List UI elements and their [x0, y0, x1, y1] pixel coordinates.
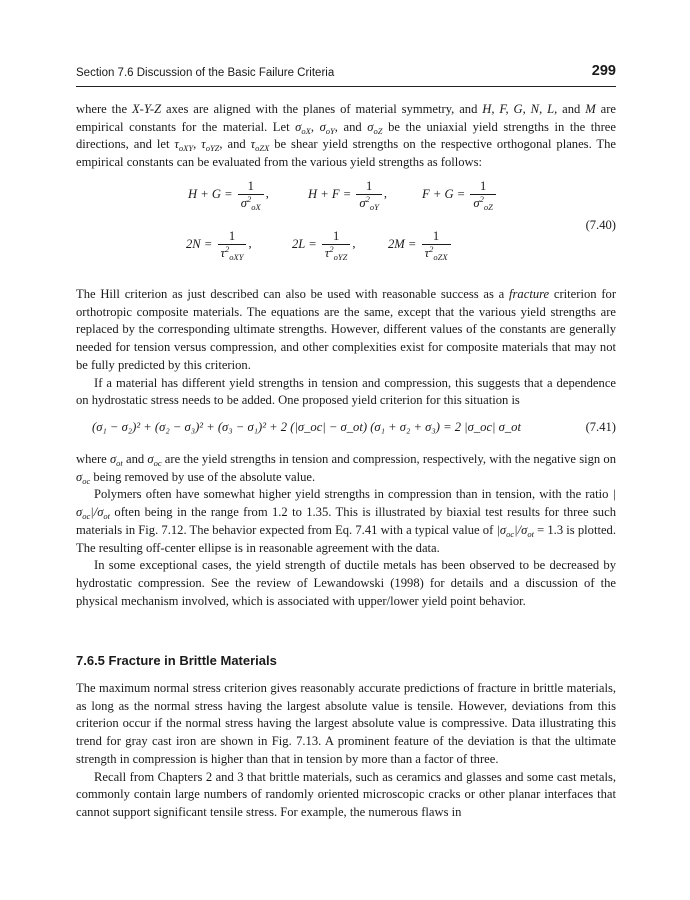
eq-h-plus-f: H + F = $\frac{1}{\sigma^2_{oY}}$ , — [308, 179, 387, 212]
paragraph-max-normal-stress: The maximum normal stress criterion gives reasonably accurate predictions of fracture in brittle materials, as long as the normal stress having the largest absolute value is tensile. However, deviations from this criterion occur if the normal stress having the largest absolute value is compressive. Data illustrating this trend for gray cast iron are shown in Fig. 7.13. A prominent feature of the deviation is that the ultimate strength in compression is higher than that in tension by more than a factor of three. — [76, 681, 616, 766]
subsection-heading: 7.6.5 Fracture in Brittle Materials — [76, 653, 277, 668]
section-label: Section 7.6 Discussion of the Basic Failure Criteria — [76, 67, 335, 79]
paragraph-intro: where the X-Y-Z axes are aligned with the planes of material symmetry, and H, F, G, N, L, and M are empirical constants for the material. Let $\sigma_{oX}$, $\sigma_{oY}$, and $\sigma_{oZ}$ be the uniaxial yield strengths in the three directions, and let $\tau_{oXY}$, $\tau_{oYZ}$, and $\tau_{oZX}$ be shear yield strengths on the respective orthogonal planes. The empirical constants can be evaluated from the various yield strengths as follows: — [76, 102, 617, 170]
equation-7-40 — [76, 178, 616, 278]
page-number: 299 — [591, 63, 616, 79]
equation-number-7-41: (7.41) — [585, 420, 616, 434]
paragraph-exceptional-cases: In some exceptional cases, the yield strength of ductile metals has been observed to be decreased by hydrostatic compression. See the review of Lewandowski (1998) for details and a discussion of the physical mechanism involved, which is associated with upper/lower yield point behavior. — [76, 558, 616, 608]
paragraph-hill-criterion: The Hill criterion as just described can also be used with reasonable success as a fracture criterion for orthotropic composite materials. The equations are the same, except that the various yield strengths are replaced by the corresponding ultimate strengths. However, different values of the constants are generally needed for tension versus compression, and other complexities exist for composite materials that may not be fully predicted by this criterion. If a material has different yield strengths in tension and compression, this suggests that a dependence on hydrostatic stress needs to be added. One proposed yield criterion for this situation is — [76, 286, 616, 410]
eq-2l: 2L = $\frac{1}{\tau^2_{oYZ}}$ , — [292, 229, 356, 262]
eq-2m: 2M = $\frac{1}{\tau^2_{oZX}}$ — [388, 228, 453, 261]
equation-number-7-40: (7.40) — [585, 218, 616, 232]
eq-h-plus-g: H + G = $\frac{1}{\sigma^2_{oX}}$ , — [188, 179, 269, 212]
paragraph-brittle-cracks: Recall from Chapters 2 and 3 that brittle materials, such as ceramics and glasses and some cast metals, commonly contain large numbers of randomly oriented microscopic cracks or other planar interfaces that cannot support significant tensile stress. For example, the numerous flaws in — [76, 769, 616, 819]
equation-7-41 — [76, 420, 616, 440]
equation-7-41-expression: (σ₁ − σ₂)² + (σ₂ − σ₃)² + (σ₃ − σ₁)² + 2 (|σ_oc| − σ_ot) (σ₁ + σ₂ + σ₃) = 2 |σ_oc| σ_ot — [92, 420, 521, 434]
running-header — [76, 64, 616, 87]
paragraph-polymers: Polymers often have somewhat higher yield strengths in compression than in tension, with the ratio $|\sigma_{oc}|/\sigma_{ot}$ often being in the range from 1.2 to 1.35. This is illustrated by biaxial test results for three such materials in Fig. 7.12. The behavior expected from Eq. 7.41 with a typical value of $|\sigma_{oc}|/\sigma_{ot} = 1.3$ is plotted. The resulting off-center ellipse is in reasonable agreement with the data. — [76, 487, 616, 555]
eq-f-plus-g: F + G = $\frac{1}{\sigma^2_{oZ}}$ — [422, 178, 498, 211]
paragraph-block-polymers — [76, 451, 616, 610]
paragraph-block-brittle — [76, 680, 616, 822]
paragraph-hydrostatic: If a material has different yield strengths in tension and compression, this suggests that a dependence on hydrostatic stress needs to be added. One proposed yield criterion for this situation is — [76, 375, 616, 408]
eq-2n: 2N = $\frac{1}{\tau^2_{oXY}}$ , — [186, 229, 252, 262]
paragraph-yield-strengths: where $\sigma_{ot}$ and $\sigma_{oc}$ are the yield strengths in tension and compression, respectively, with the negative sign on $\sigma_{oc}$ being removed by use of the absolute value. — [76, 452, 616, 486]
